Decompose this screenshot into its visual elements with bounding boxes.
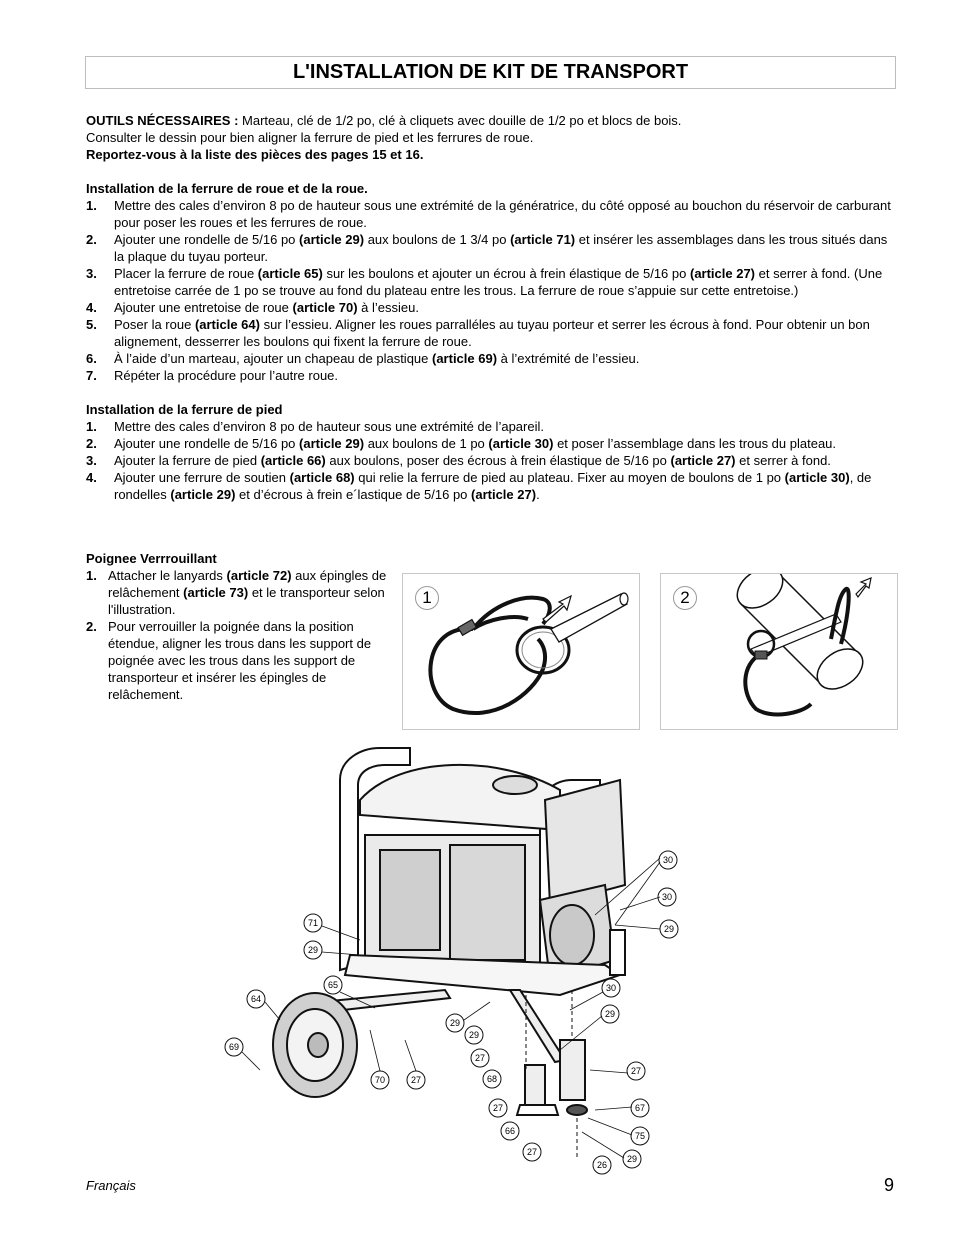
step-number: 6. [86,351,97,366]
figure-2-pin-in-tube [660,573,898,730]
callout-label: 29 [663,924,675,934]
step-number: 4. [86,470,97,485]
step-number: 4. [86,300,97,315]
article-ref: (article 73) [183,585,249,600]
figure-number: 2 [673,586,697,610]
step-text: , de rondelles [114,470,872,502]
figure-number: 1 [415,586,439,610]
step-text: aux épingles de relâchement [108,568,387,600]
step-text: à l’extrémité de l’essieu. [497,351,640,366]
callout-label: 30 [605,983,617,993]
step-text: Placer la ferrure de roue [114,266,258,281]
step-text: Poser la roue [114,317,195,332]
article-ref: (article 70) [292,300,358,315]
instructions [86,112,898,503]
tools-text: Marteau, clé de 1/2 po, clé à cliquets avec douille de 1/2 po et blocs de bois. [238,113,682,128]
tools-label: OUTILS NÉCESSAIRES : [86,113,239,128]
wheel-step [86,265,898,299]
wheel-step [86,299,898,316]
wheel-steps [86,197,898,384]
wheel-step [86,316,898,350]
callout-label: 29 [604,1009,616,1019]
step-text: Ajouter une entretoise de roue [114,300,293,315]
article-ref: (article 64) [194,317,260,332]
step-text: qui relie la ferrure de pied au plateau. Fixer au moyen de boulons de 1 po [354,470,785,485]
lock-heading: Poignee Verrrouillant [86,551,217,566]
step-text: et insérer les assemblages dans les trous situés dans la plaque du tuyau porteur. [114,232,888,264]
step-number: 2. [86,436,97,451]
footer-language: Français [86,1178,136,1193]
refer-line: Reportez-vous à la liste des pièces des pages 15 et 16. [86,147,424,162]
step-text: Ajouter une ferrure de soutien [114,470,290,485]
step-number: 1. [86,419,97,434]
callout-label: 75 [634,1131,646,1141]
foot-step [86,469,898,503]
callout-label: 66 [504,1126,516,1136]
callout-label: 27 [492,1103,504,1113]
step-number: 5. [86,317,97,332]
callout-label: 27 [630,1066,642,1076]
step-number: 2. [86,619,97,634]
step-number: 2. [86,232,97,247]
article-ref: (article 27) [670,453,736,468]
lock-steps [86,567,401,703]
callout-label: 69 [228,1042,240,1052]
article-ref: (article 29) [170,487,236,502]
step-text: sur l’essieu. Aligner les roues parralléles au tuyau porteur et serrer les écrous à fond. Pour obtenir un bon alignement, desserrer les boulons qui fixent la ferrure de roue. [114,317,870,349]
article-ref: (article 69) [432,351,498,366]
step-number: 1. [86,198,97,213]
callout-label: 30 [661,892,673,902]
article-ref: (article 27) [689,266,756,281]
step-text: et serrer à fond. [735,453,831,468]
callout-label: 30 [662,855,674,865]
wheel-step [86,350,898,367]
step-number: 3. [86,266,97,281]
step-number: 7. [86,368,97,383]
step-text: Ajouter une rondelle de 5/16 po [114,232,300,247]
article-ref: (article 68) [289,470,355,485]
page-number: 9 [884,1175,895,1195]
callout-label: 68 [486,1074,498,1084]
step-text: aux boulons de 1 po [364,436,489,451]
callout-label: 27 [526,1147,538,1157]
article-ref: (article 27) [471,487,537,502]
callout-label: 67 [634,1103,646,1113]
callout-label: 29 [626,1154,638,1164]
step-text: . [536,487,540,502]
figure-1-lanyard-pin [402,573,640,730]
foot-step [86,418,898,435]
generator-exploded-view [220,740,700,1175]
article-ref: (article 72) [226,568,292,583]
page-title: L'INSTALLATION DE KIT DE TRANSPORT [85,56,896,89]
callout-label: 27 [474,1053,486,1063]
foot-steps [86,418,898,503]
article-ref: (article 71) [510,232,576,247]
callout-label: 27 [410,1075,422,1085]
step-text: aux boulons, poser des écrous à frein élastique de 5/16 po [325,453,671,468]
step-text: Attacher le lanyards [108,568,227,583]
article-ref: (article 30) [784,470,850,485]
lock-section [86,550,401,703]
article-ref: (article 30) [488,436,554,451]
step-number: 1. [86,568,97,583]
lock-step [86,567,401,618]
callout-label: 29 [468,1030,480,1040]
tools-line [86,112,898,129]
wheel-step [86,231,898,265]
step-text: Répéter la procédure pour l’autre roue. [114,368,339,383]
article-ref: (article 66) [260,453,326,468]
step-text: Ajouter la ferrure de pied [114,453,261,468]
step-text: À l’aide d’un marteau, ajouter un chapeau de plastique [114,351,432,366]
lock-step [86,618,401,703]
foot-heading: Installation de la ferrure de pied [86,402,283,417]
step-text: et serrer à fond. (Une entretoise carrée de 1 po se trouve au fond du plateau entre les trous. La ferrure de roue s’appuie sur cette entretoise.) [114,266,883,298]
step-text: Pour verrouiller la poignée dans la position étendue, aligner les trous dans les support de poignée avec les trous dans les support de transporteur et insérer les épingles de relâchement. [108,619,372,702]
step-text: Mettre des cales d’environ 8 po de hauteur sous une extrémité de l’apareil. [114,419,544,434]
article-ref: (article 65) [257,266,323,281]
step-text: Mettre des cales d’environ 8 po de hauteur sous une extrémité de la génératrice, du côté opposé au bouchon du réservoir de carburant pour poser les roues et les ferrures de roue. [114,198,891,230]
step-text: sur les boulons et ajouter un écrou à frein élastique de 5/16 po [322,266,690,281]
step-text: Ajouter une rondelle de 5/16 po [114,436,300,451]
callout-label: 71 [307,918,319,928]
generator-drawing [220,740,700,1175]
step-text: et d’écrous à frein e´lastique de 5/16 po [235,487,472,502]
foot-step [86,435,898,452]
consult-line: Consulter le dessin pour bien aligner la ferrure de pied et les ferrures de roue. [86,130,534,145]
article-ref: (article 29) [299,436,365,451]
article-ref: (article 29) [299,232,365,247]
foot-step [86,452,898,469]
wheel-step [86,367,898,384]
callout-label: 29 [307,945,319,955]
step-text: à l’essieu. [357,300,419,315]
callout-label: 26 [596,1160,608,1170]
wheel-step [86,197,898,231]
callout-label: 65 [327,980,339,990]
wheel-heading: Installation de la ferrure de roue et de la roue. [86,181,368,196]
step-text: aux boulons de 1 3/4 po [364,232,511,247]
step-text: et poser l’assemblage dans les trous du plateau. [553,436,837,451]
step-text: et le transporteur selon l'illustration. [108,585,385,617]
callout-label: 64 [250,994,262,1004]
step-number: 3. [86,453,97,468]
callout-label: 70 [374,1075,386,1085]
callout-label: 29 [449,1018,461,1028]
